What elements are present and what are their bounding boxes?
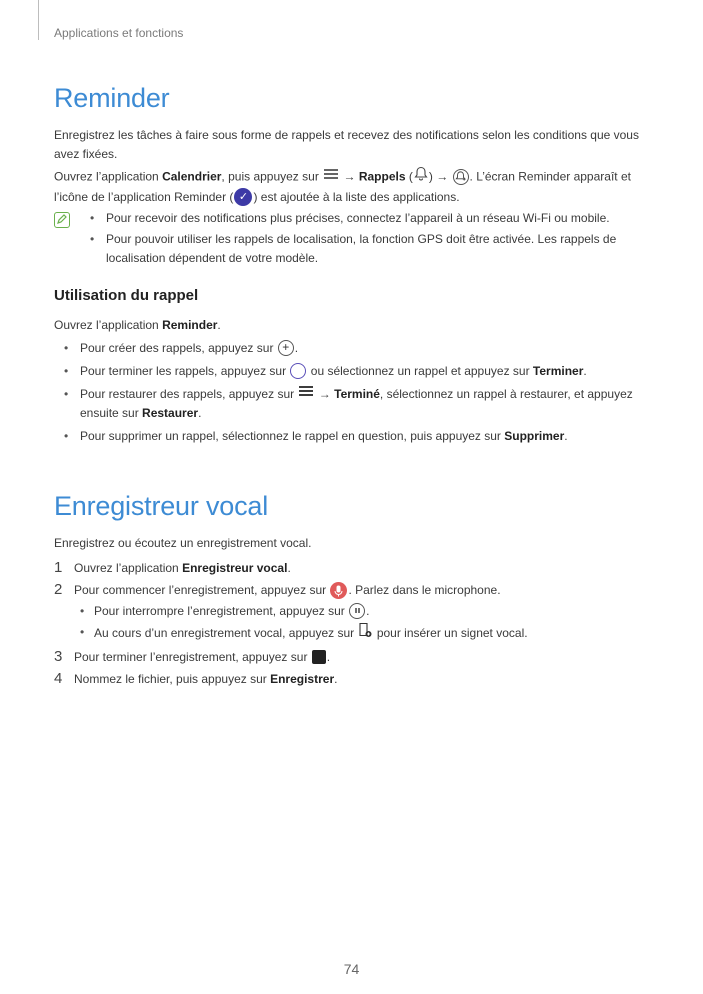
menu-icon [298, 384, 314, 403]
reminder-app-icon: ✓ [234, 188, 252, 206]
add-reminder-bell-icon [453, 169, 469, 185]
step-number: 4 [54, 670, 63, 688]
complete-circle-icon [290, 363, 306, 379]
step-1: 1 Ouvrez l’application Enregistreur vocal. [54, 559, 291, 577]
reminder-open-paragraph: Ouvrez l’application Calendrier, puis appuyez sur → Rappels ( ) → . L’écran Reminder apparaît et l’icône de l’application Reminder ( ✓ ) est ajoutée à la liste des applications. [54, 167, 649, 207]
list-item: • Pour créer des rappels, appuyez sur + . [80, 339, 649, 358]
reminder-note [54, 209, 649, 268]
reminder-title: Reminder [54, 83, 170, 113]
step-3: 3 Pour terminer l’enregistrement, appuyez sur . [54, 648, 331, 666]
note-item: • Pour recevoir des notifications plus précises, connectez l’appareil à un réseau Wi-Fi ou mobile. [106, 209, 649, 228]
step-number: 1 [54, 559, 63, 577]
page-margin-rule [38, 0, 39, 40]
pause-icon [349, 603, 365, 619]
list-item: • Au cours d’un enregistrement vocal, appuyez sur pour insérer un signet vocal. [94, 623, 649, 645]
menu-icon [323, 167, 339, 186]
using-reminder-heading: Utilisation du rappel [54, 287, 199, 304]
note-item: • Pour pouvoir utiliser les rappels de localisation, la fonction GPS doit être activée. Les rappels de localisation dépendent de votre modèle. [106, 230, 649, 268]
stop-icon [312, 650, 326, 664]
voice-intro: Enregistrez ou écoutez un enregistrement vocal. [54, 536, 312, 551]
using-open-paragraph: Ouvrez l’application Reminder. [54, 318, 221, 332]
list-item: • Pour terminer les rappels, appuyez sur ou sélectionnez un rappel et appuyez sur Terminer. [80, 362, 649, 381]
record-mic-icon [330, 582, 347, 599]
step-2-sublist [74, 602, 649, 645]
step-number: 3 [54, 648, 63, 666]
page-content [54, 80, 649, 692]
bookmark-add-icon [358, 622, 372, 644]
reminder-intro: Enregistrez les tâches à faire sous forme de rappels et recevez des notifications selon les conditions que vous avez fixées. [54, 128, 639, 161]
voice-recorder-title: Enregistreur vocal [54, 491, 268, 522]
step-2: 2 Pour commencer l’enregistrement, appuyez sur . Parlez dans le microphone. • Pour interrompre l’enregistrement, appuyez sur . • Au cours d’un enregistrement vocal, appuyez sur pour insérer un signet vocal. [54, 581, 649, 645]
rappels-label: Rappels [358, 169, 406, 184]
list-item: • Pour supprimer un rappel, sélectionnez le rappel en question, puis appuyez sur Supprimer. [80, 427, 649, 446]
voice-steps [54, 559, 649, 689]
step-4: 4 Nommez le fichier, puis appuyez sur Enregistrer. [54, 670, 338, 688]
calendar-app-name: Calendrier [162, 169, 222, 184]
bell-icon [414, 166, 428, 187]
list-item: • Pour restaurer des rappels, appuyez sur → Terminé, sélectionnez un rappel à restaurer, et appuyez ensuite sur Restaurer. [80, 385, 649, 423]
page-number: 74 [343, 961, 360, 977]
list-item: • Pour interrompre l’enregistrement, appuyez sur . [94, 602, 649, 621]
step-number: 2 [54, 581, 63, 599]
note-list [106, 209, 649, 268]
add-icon: + [278, 340, 294, 356]
using-list [54, 339, 649, 446]
reminder-app-name: Reminder [162, 318, 218, 332]
note-icon [54, 212, 70, 228]
page-header: Applications et fonctions [54, 26, 184, 40]
